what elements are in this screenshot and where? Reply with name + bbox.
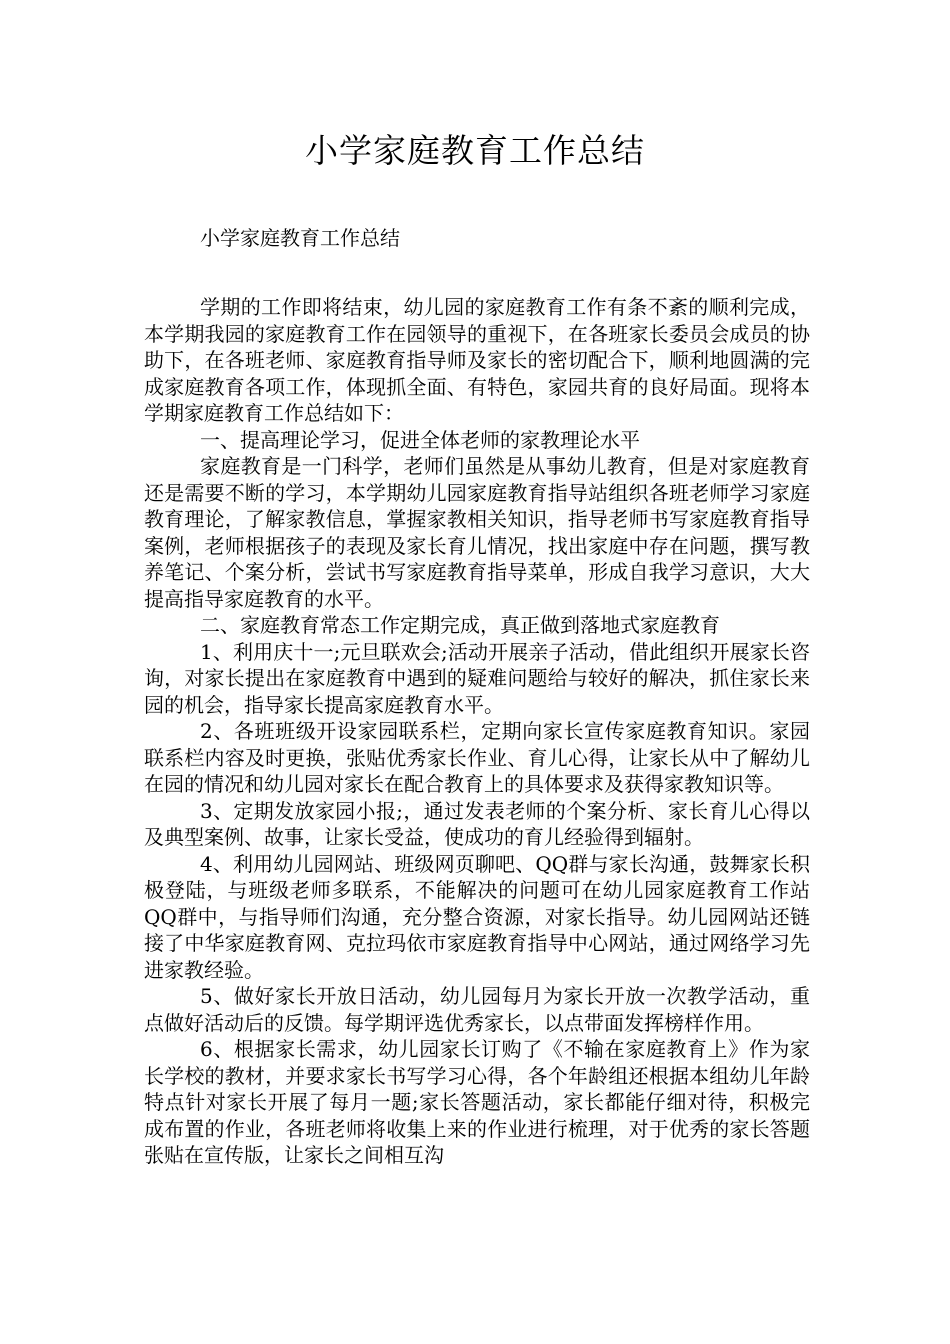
paragraph-item-6: 6、根据家长需求，幼儿园家长订购了《不输在家庭教育上》作为家长学校的教材，并要求家长书写学习心得，各个年龄组还根据本组幼儿年龄特点针对家长开展了每月一题;家长答题活动，家长都能仔细对待，积极完成布置的作业，各班老师将收集上来的作业进行梳理，对于优秀的家长答题张贴在宣传版，让家长之间相互沟 [144,1037,810,1167]
paragraph-intro: 学期的工作即将结束，幼儿园的家庭教育工作有条不紊的顺利完成，本学期我园的家庭教育工作在园领导的重视下，在各班家长委员会成员的协助下，在各班老师、家庭教育指导师及家长的密切配合下，顺利地圆满的完成家庭教育各项工作，体现抓全面、有特色，家园共育的良好局面。现将本学期家庭教育工作总结如下： [144,295,810,425]
paragraph-section-1: 家庭教育是一门科学，老师们虽然是从事幼儿教育，但是对家庭教育还是需要不断的学习，本学期幼儿园家庭教育指导站组织各班老师学习家庭教育理论，了解家教信息，掌握家教相关知识，指导老师书写家庭教育指导案例，老师根据孩子的表现及家长育儿情况，找出家庭中存在问题，撰写教养笔记、个案分析，尝试书写家庭教育指导菜单，形成自我学习意识，大大提高指导家庭教育的水平。 [144,454,810,611]
document-title: 小学家庭教育工作总结 [305,131,645,170]
paragraph-item-5: 5、做好家长开放日活动，幼儿园每月为家长开放一次教学活动，重点做好活动后的反馈。每学期评选优秀家长，以点带面发挥榜样作用。 [144,984,810,1035]
paragraph-item-4: 4、利用幼儿园网站、班级网页聊吧、QQ群与家长沟通，鼓舞家长积极登陆，与班级老师多联系，不能解决的问题可在幼儿园家庭教育工作站QQ群中，与指导师们沟通，充分整合资源，对家长指导。幼儿园网站还链接了中华家庭教育网、克拉玛依市家庭教育指导中心网站，通过网络学习先进家教经验。 [144,851,810,982]
paragraph-item-2: 2、各班班级开设家园联系栏，定期向家长宣传家庭教育知识。家园联系栏内容及时更换，张贴优秀家长作业、育儿心得，让家长从中了解幼儿在园的情况和幼儿园对家长在配合教育上的具体要求及获得家教知识等。 [144,719,810,796]
section-heading-1: 一、提高理论学习，促进全体老师的家教理论水平 [200,427,640,452]
paragraph-item-1: 1、利用庆十一;元旦联欢会;活动开展亲子活动，借此组织开展家长咨询，对家长提出在家庭教育中遇到的疑难问题给与较好的解决，抓住家长来园的机会，指导家长提高家庭教育水平。 [144,639,810,717]
document-body [144,294,810,1169]
section-heading-2: 二、家庭教育常态工作定期完成，真正做到落地式家庭教育 [200,613,720,637]
paragraph-item-3: 3、定期发放家园小报;，通过发表老师的个案分析、家长育儿心得以及典型案例、故事，让家长受益，使成功的育儿经验得到辐射。 [144,798,810,849]
document-subtitle: 小学家庭教育工作总结 [200,226,400,250]
